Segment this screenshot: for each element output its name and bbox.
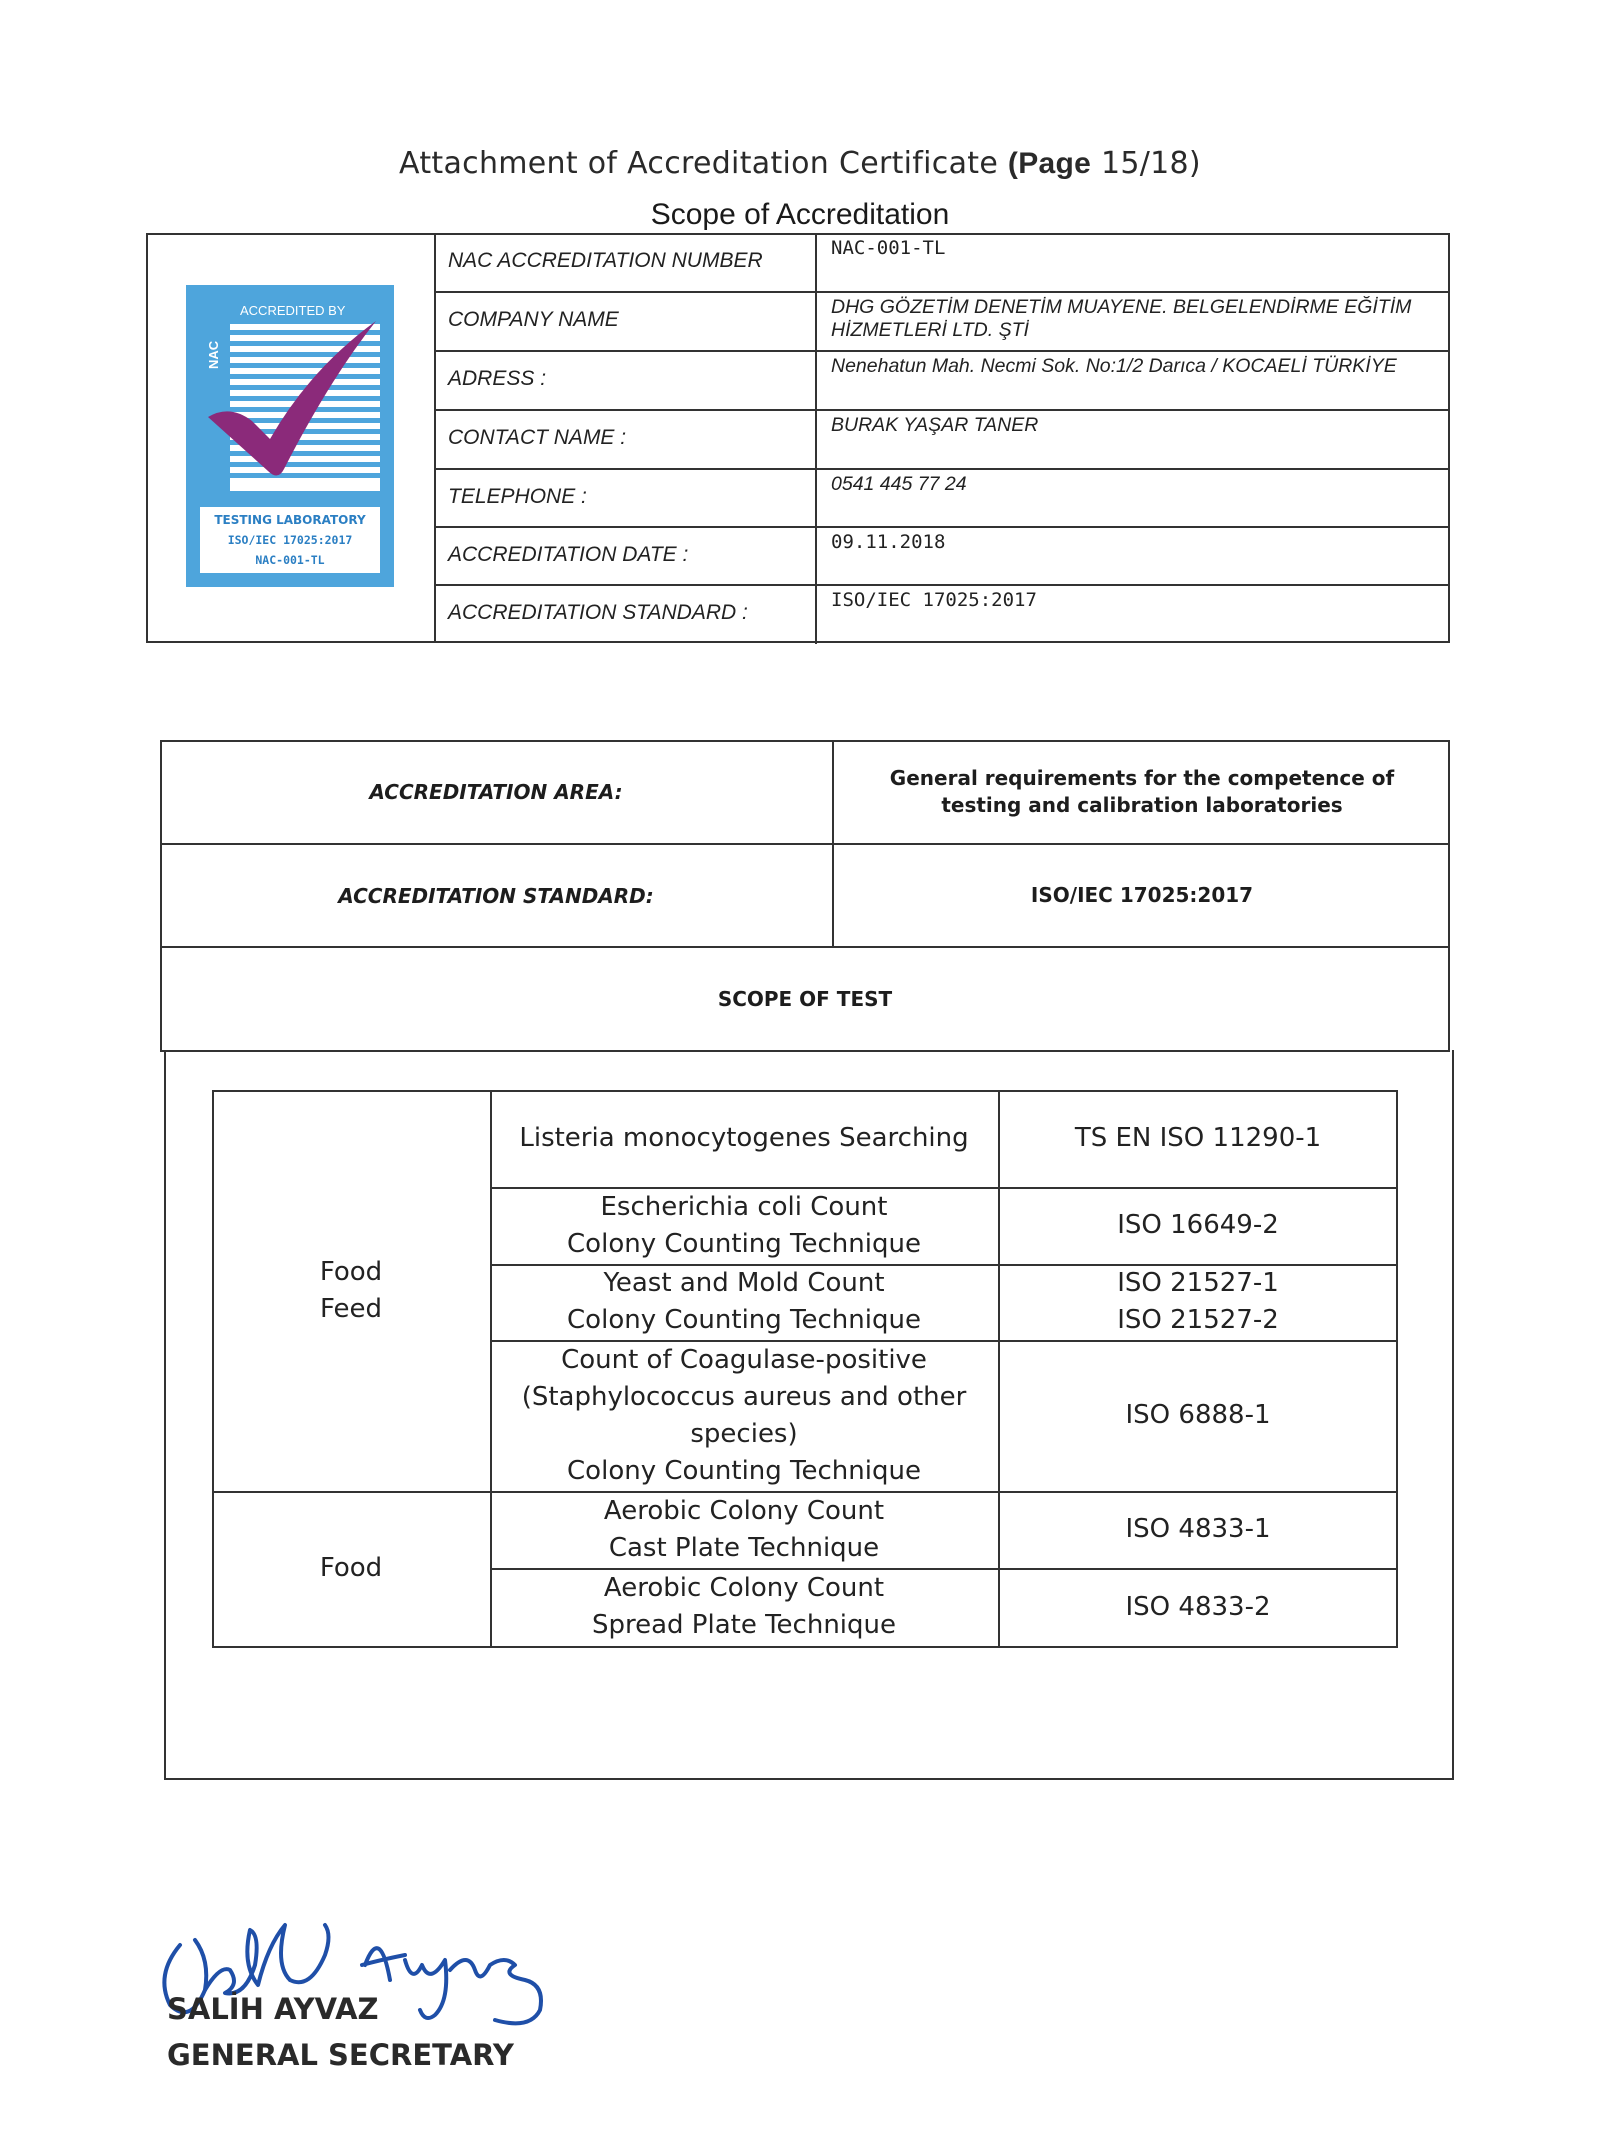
info-row-standard [436, 585, 1450, 644]
area-value: General requirements for the competence of testing and calibration laboratories [889, 765, 1395, 817]
info-row-address [436, 351, 1450, 410]
info-label: ADRESS : [436, 351, 817, 410]
info-value: 09.11.2018 [831, 531, 946, 553]
info-value: Nenehatun Mah. Necmi Sok. No:1/2 Darıca / KOCAELİ TÜRKİYE [831, 355, 1397, 377]
attachment-title [0, 146, 1600, 181]
info-label: NAC ACCREDITATION NUMBER [436, 233, 817, 292]
area-label: ACCREDITATION AREA: [369, 779, 623, 804]
info-row-contact [436, 410, 1450, 469]
test-standard: ISO 16649-2 [1117, 1210, 1279, 1240]
group-line: Feed [319, 1293, 383, 1324]
attachment-text: Attachment of Accreditation Certificate [399, 146, 999, 181]
info-value: DHG GÖZETİM DENETİM MUAYENE. BELGELENDİRME EĞİTİM HİZMETLERİ LTD. ŞTİ [831, 296, 1412, 341]
info-value: BURAK YAŞAR TANER [831, 414, 1039, 436]
nac-vertical-text: NAC [206, 340, 221, 369]
group-line: Food [319, 1256, 383, 1287]
logo-caption-line2: ISO/IEC 17025:2017 [227, 533, 353, 547]
info-label: TELEPHONE : [436, 469, 817, 528]
scope-of-test-header: SCOPE OF TEST [717, 987, 893, 1011]
test-standard: ISO 4833-1 [1125, 1514, 1271, 1544]
info-row-number [436, 233, 1450, 292]
info-label: CONTACT NAME : [436, 410, 817, 469]
test-standard: ISO 21527-1 ISO 21527-2 [1117, 1268, 1279, 1335]
logo-caption [200, 507, 380, 573]
scope-title: Scope of Accreditation [650, 198, 950, 231]
test-method: Yeast and Mold Count Colony Counting Technique [567, 1268, 921, 1335]
page-number: 15/18) [1100, 146, 1201, 181]
test-standard: ISO 6888-1 [1125, 1400, 1271, 1430]
info-label: ACCREDITATION DATE : [436, 527, 817, 586]
page-word: (Page [1007, 147, 1092, 180]
logo-emblem [200, 299, 380, 491]
group-cell-food [212, 1491, 490, 1646]
test-method: Count of Coagulase-positive (Staphylococcus aureus and other species) Colony Counting Technique [521, 1344, 967, 1486]
test-method: Listeria monocytogenes Searching [519, 1123, 969, 1153]
info-row-telephone [436, 469, 1450, 528]
test-method: Aerobic Colony Count Spread Plate Technique [591, 1573, 897, 1640]
info-row-company [436, 292, 1450, 351]
standard-label: ACCREDITATION STANDARD: [338, 883, 654, 908]
group-line: Food [319, 1553, 383, 1583]
signatory-title: GENERAL SECRETARY [167, 2038, 514, 2072]
test-standard: TS EN ISO 11290-1 [1074, 1123, 1322, 1153]
logo-caption-line1: TESTING LABORATORY [214, 513, 366, 527]
info-value: ISO/IEC 17025:2017 [831, 589, 1037, 611]
test-method: Escherichia coli Count Colony Counting Technique [567, 1191, 921, 1259]
standard-value: ISO/IEC 17025:2017 [1030, 883, 1254, 907]
info-label: ACCREDITATION STANDARD : [436, 585, 817, 644]
signature-text: Salih Ayvaz [150, 1905, 156, 1906]
scope-table [212, 1090, 1398, 1650]
info-row-date [436, 527, 1450, 586]
info-value: 0541 445 77 24 [831, 473, 967, 495]
accredited-by-text: ACCREDITED BY [240, 303, 346, 318]
info-label: COMPANY NAME [436, 292, 817, 351]
group-cell-food-feed [212, 1090, 490, 1491]
signatory-name: SALİH AYVAZ [167, 1992, 379, 2026]
test-standard: ISO 4833-2 [1125, 1591, 1271, 1622]
nac-accreditation-logo [186, 285, 394, 587]
test-method: Aerobic Colony Count Cast Plate Technique [603, 1495, 885, 1563]
logo-caption-line3: NAC-001-TL [255, 553, 325, 567]
checkmark-icon [200, 299, 380, 491]
info-value: NAC-001-TL [831, 237, 946, 259]
